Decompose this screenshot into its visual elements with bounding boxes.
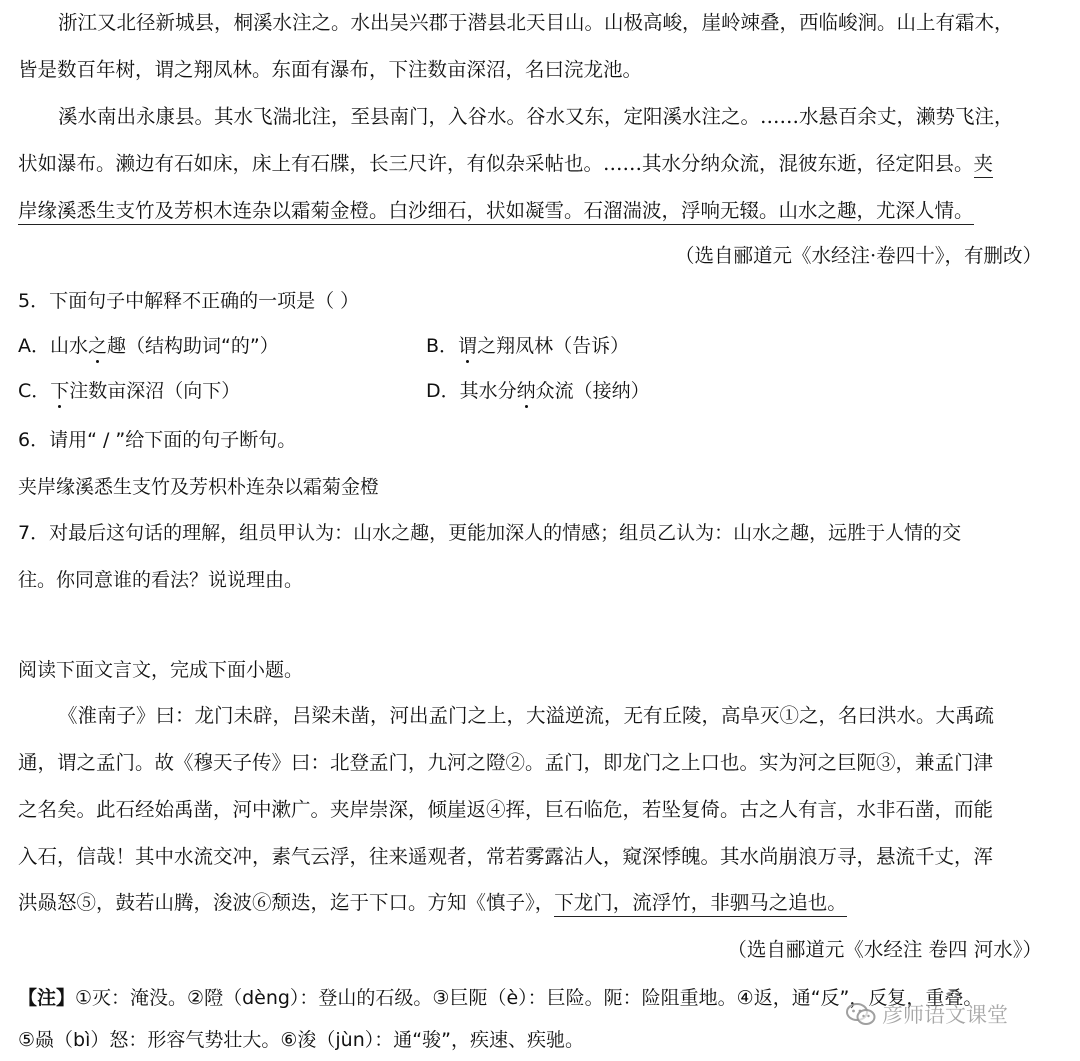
- option-d-dotted: 纳: [516, 380, 536, 402]
- option-b-post: 之翔凤林（告诉）: [477, 335, 630, 357]
- option-a-dotted: 之: [88, 335, 108, 357]
- passage2-line2: 通，谓之孟门。故《穆天子传》曰：北登孟门，九河之隥②。孟门，即龙门之上口也。实为河之巨阨③，兼孟门津: [18, 751, 994, 774]
- passage1-line3: 溪水南出永康县。其水飞湍北注，至县南门，入谷水。谷水又东，定阳溪水注之。……水悬百余丈，濑势飞注，: [58, 105, 1014, 128]
- passage1-line5-text: 。白沙细石，状如凝雪。石溜湍波，浮响无辍。: [369, 199, 779, 225]
- underlined-sentence: 下龙门，流浮竹，非驷马之追也。: [554, 891, 847, 917]
- option-a-post: 趣（结构助词“的”）: [107, 335, 279, 357]
- option-d-label: D．: [426, 380, 460, 402]
- underlined-phrase-a: 岸缘溪悉生支竹及芳枳木连杂以霜菊金橙: [18, 199, 369, 225]
- passage2-intro: 阅读下面文言文，完成下面小题。: [18, 659, 304, 681]
- option-d-pre: 其水分: [459, 380, 517, 402]
- notes-line1-text: ①灭：淹没。②隥（dèng）：登山的石级。③巨阨（è）：巨险。阨：险阻重地。④返，通“反”，反复，重叠。: [75, 987, 983, 1009]
- question6-stem: 6．请用“ / ”给下面的句子断句。: [18, 429, 297, 451]
- watermark-text: 彦师语文课堂: [882, 1003, 1008, 1027]
- option-c-label: C．: [18, 380, 51, 402]
- option-b-label: B．: [426, 335, 459, 357]
- passage2-source: （选自郦道元《水经注 卷四 河水》）: [727, 938, 1042, 961]
- passage1-line2: 皆是数百年树，谓之翔凤林。东面有瀑布，下注数亩深沼，名曰浣龙池。: [18, 58, 643, 81]
- underlined-phrase-b: 山水之趣，尤深人情。: [779, 199, 974, 225]
- passage2-line1: 《淮南子》曰：龙门未辟，吕梁未凿，河出孟门之上，大溢逆流，无有丘陵，高阜灭①之，名曰洪水。大禹疏: [58, 704, 995, 727]
- option-d-post: 众流（接纳）: [535, 380, 650, 402]
- option-c: [18, 378, 240, 404]
- option-b-dotted: 谓: [458, 335, 478, 357]
- option-a-pre: 山水: [50, 335, 89, 357]
- passage2-line5: [18, 890, 847, 916]
- watermark: [846, 998, 1008, 1030]
- notes-line1: [18, 985, 982, 1011]
- question6-sentence: 夹岸缘溪悉生支竹及芳枳朴连杂以霜菊金橙: [18, 476, 380, 498]
- notes-line2: ⑤赑（bì）怒：形容气势壮大。⑥浚（jùn）：通“骏”，疾速、疾驰。: [18, 1029, 584, 1051]
- option-b: [426, 333, 629, 359]
- passage2-line4: 入石，信哉！其中水流交冲，素气云浮，往来遥观者，常若雾露沾人，窥深悸魄。其水尚崩浪万寻，悬流千丈，浑: [18, 845, 994, 868]
- passage2-line5-text: 洪赑怒⑤，鼓若山腾，浚波⑥颓迭，迄于下口。方知《慎子》，: [18, 891, 555, 914]
- question5-stem: 5．下面句子中解释不正确的一项是（ ）: [18, 290, 360, 312]
- notes-label: 【注】: [18, 987, 76, 1009]
- passage1-source: （选自郦道元《水经注·卷四十》，有删改）: [675, 244, 1042, 267]
- passage1-line5: [18, 198, 974, 224]
- wechat-icon: [846, 1002, 876, 1026]
- option-c-post: 注数亩深沼（向下）: [69, 380, 241, 402]
- option-d: [426, 378, 650, 404]
- option-a-label: A．: [18, 335, 50, 357]
- passage2-line3: 之名矣。此石经始禹凿，河中漱广。夹岸崇深，倾崖返④挥，巨石临危，若坠复倚。古之人有言，水非石凿，而能: [18, 798, 994, 821]
- question7-line2: 往。你同意谁的看法？说说理由。: [18, 569, 304, 591]
- passage1-line1: 浙江又北径新城县，桐溪水注之。水出吴兴郡于潜县北天目山。山极高峻，崖岭竦叠，西临峻涧。山上有霜木，: [58, 11, 1014, 34]
- passage1-line4-text: 状如瀑布。濑边有石如床，床上有石牒，长三尺许，有似杂采帖也。……其水分纳众流，混彼东逝，径定阳县。: [18, 152, 974, 175]
- underlined-phrase-start: 夹: [974, 152, 994, 178]
- question7-line1: 7．对最后这句话的理解，组员甲认为：山水之趣，更能加深人的情感；组员乙认为：山水之趣，远胜于人情的交: [18, 522, 962, 544]
- option-a: [18, 333, 279, 359]
- option-c-dotted: 下: [50, 380, 70, 402]
- passage1-line4: [18, 151, 993, 177]
